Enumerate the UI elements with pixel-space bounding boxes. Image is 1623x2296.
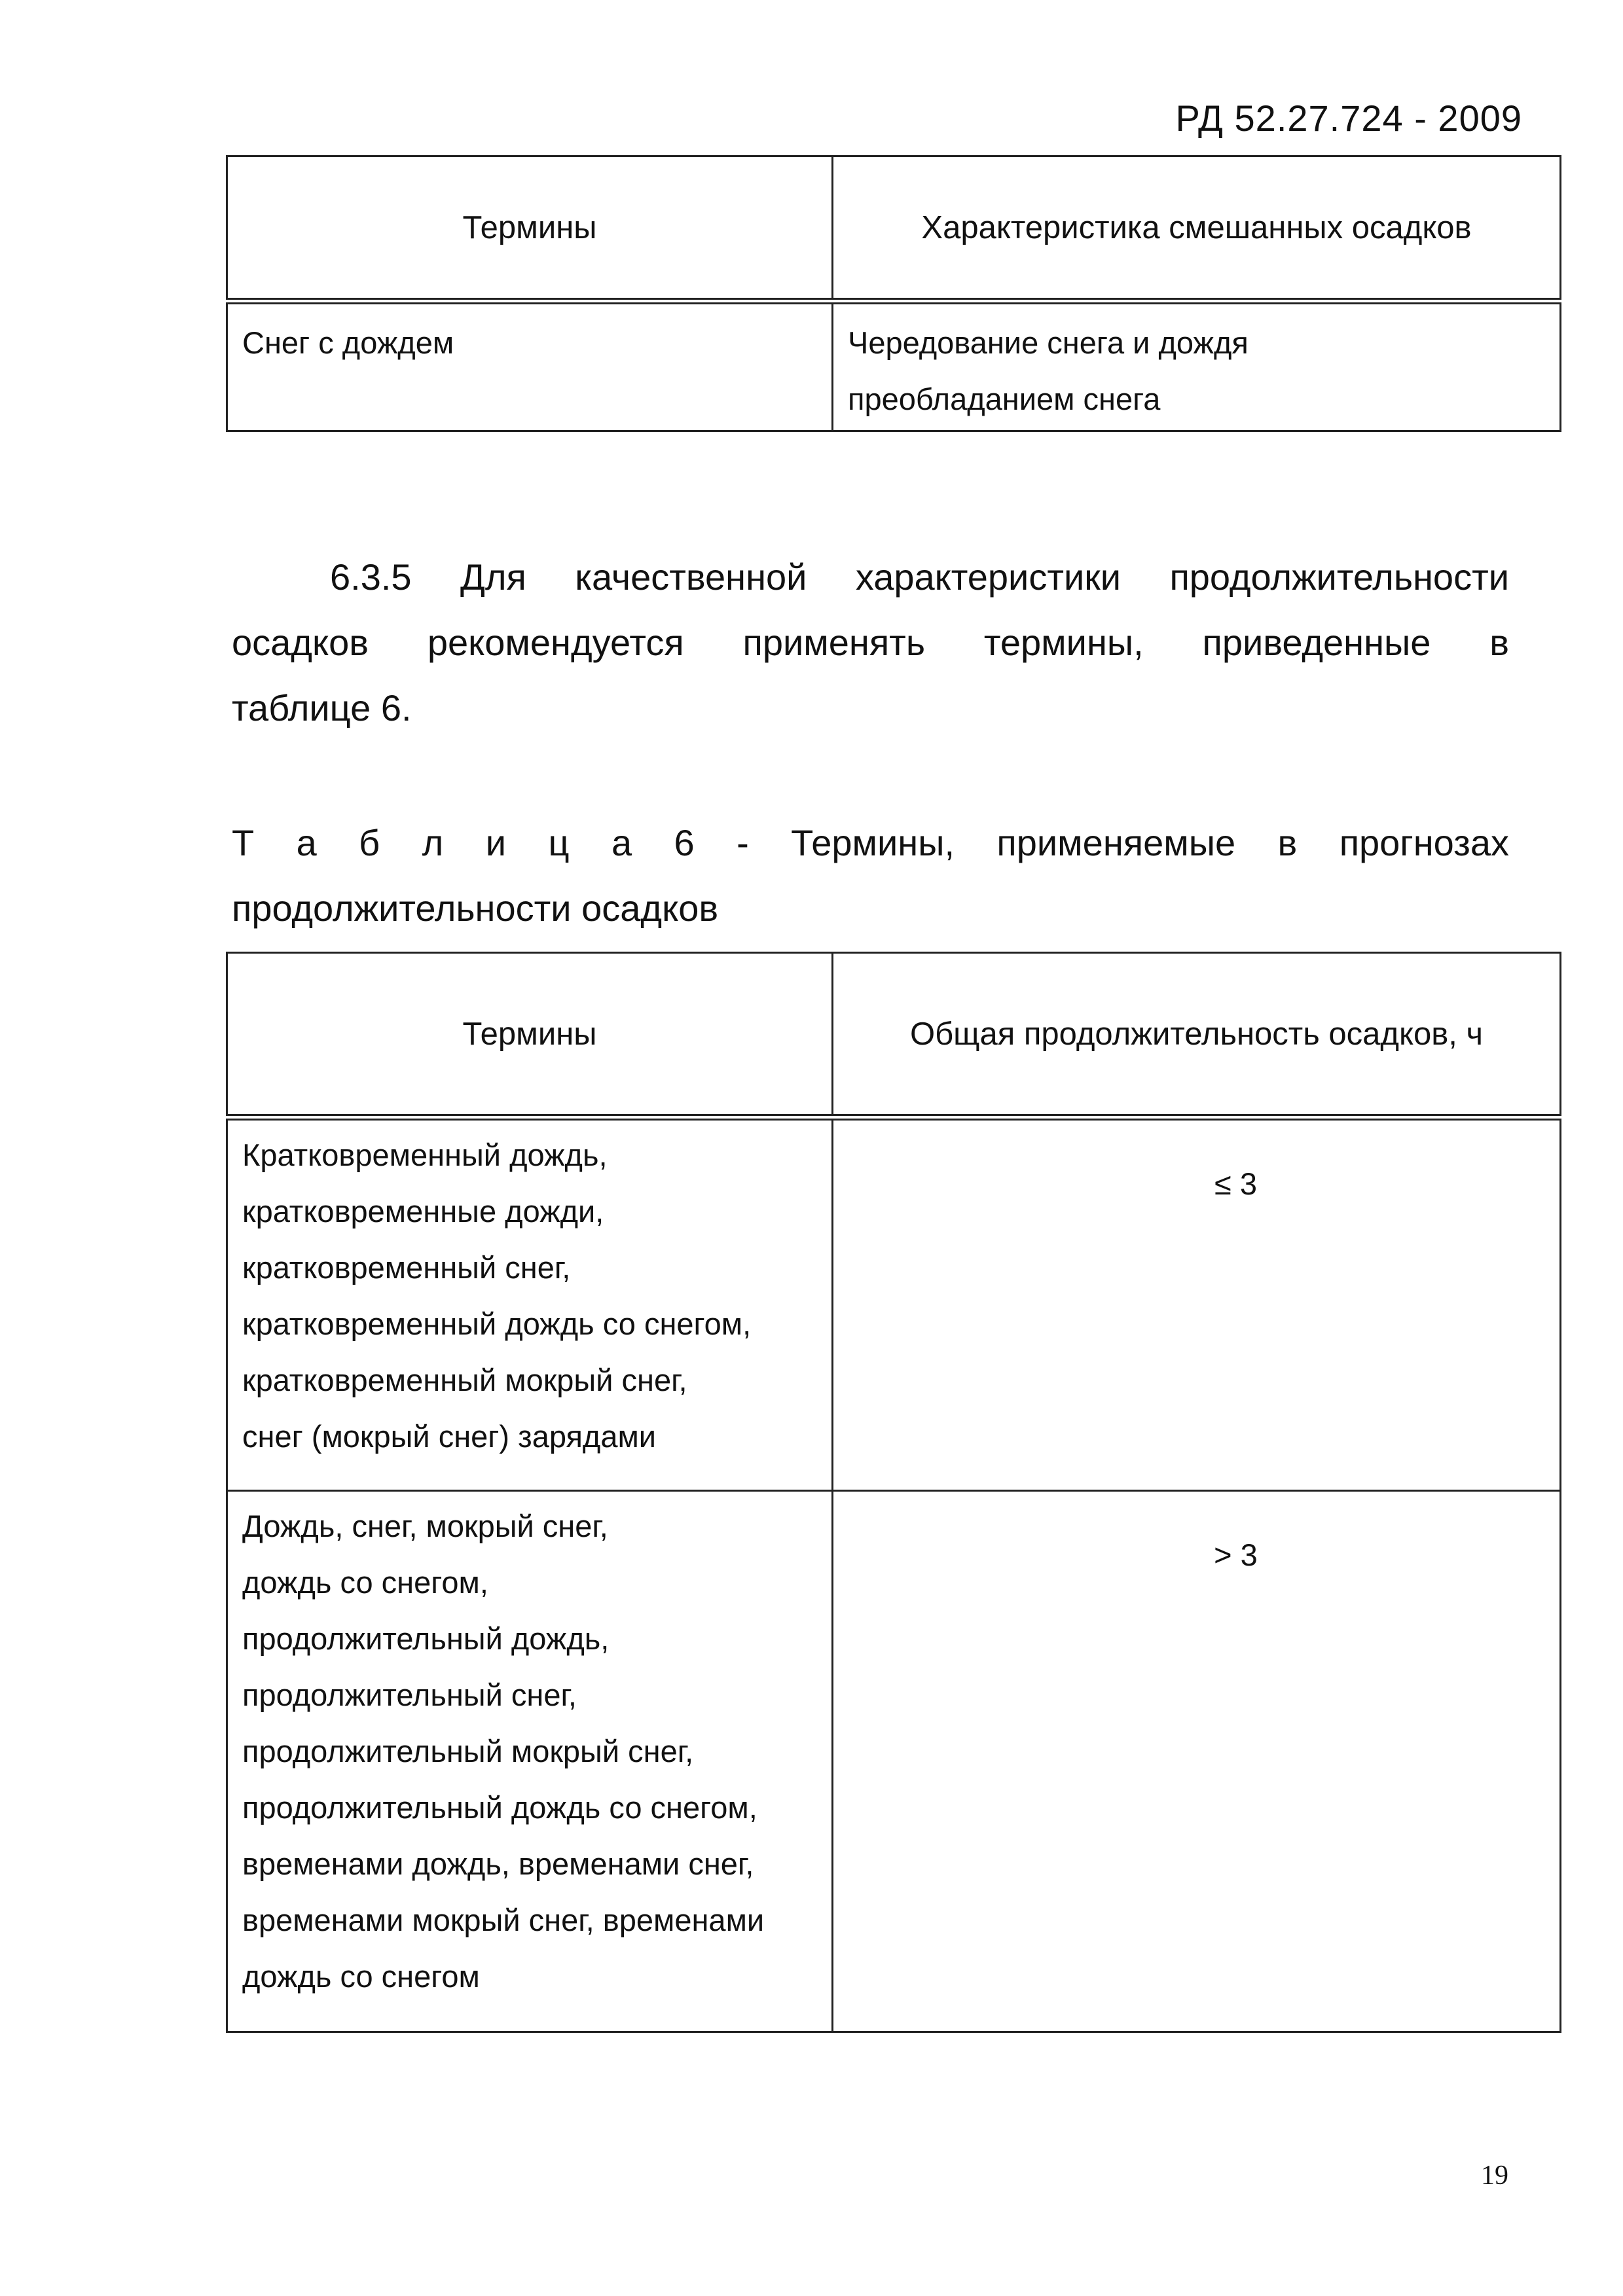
cell-text-line: кратковременный снег,	[242, 1250, 571, 1285]
cell-text-line: временами дождь, временами снег,	[242, 1846, 754, 1881]
document-code: РД 52.27.724 - 2009	[1175, 98, 1522, 139]
caption-line: Т а б л и ц а 6 - Термины, применяемые в прогнозах	[232, 822, 1509, 863]
table-6-caption	[232, 810, 1509, 941]
table-6	[226, 952, 1561, 2033]
cell-text-line: кратковременный мокрый снег,	[242, 1363, 687, 1397]
cell-text-line: Дождь, снег, мокрый снег,	[242, 1509, 608, 1543]
cell-text-line: дождь со снегом,	[242, 1565, 488, 1600]
table-row	[227, 301, 1561, 431]
table-row	[227, 1117, 1561, 1491]
cell-text-line: продолжительный мокрый снег,	[242, 1734, 694, 1768]
table-row	[227, 1491, 1561, 2032]
cell-text-line: Кратковременный дождь,	[242, 1138, 608, 1172]
page-number: 19	[1481, 2161, 1508, 2191]
cell-text-line: дождь со снегом	[242, 1959, 480, 1994]
table-5	[226, 155, 1561, 432]
table-header-row	[227, 156, 1561, 302]
cell-text-line: кратковременный дождь со снегом,	[242, 1306, 752, 1341]
table-header-cell-duration: Общая продолжительность осадков, ч	[833, 953, 1561, 1118]
paragraph-line: 6.3.5 Для качественной характеристики продолжительности	[330, 556, 1509, 598]
table-header-cell-terms: Термины	[227, 156, 833, 302]
cell-text-line: продолжительный дождь со снегом,	[242, 1790, 757, 1825]
table-cell-characteristic	[833, 301, 1561, 431]
cell-text-line: продолжительный снег,	[242, 1677, 577, 1712]
table-cell-terms	[227, 1491, 833, 2032]
duration-value: ≤ 3	[1214, 1166, 1257, 1201]
table-header-cell-characteristic: Характеристика смешанных осадков	[833, 156, 1561, 302]
cell-text-line: снег (мокрый снег) зарядами	[242, 1419, 657, 1454]
table-header-cell-terms: Термины	[227, 953, 833, 1118]
paragraph-line: таблице 6.	[232, 687, 412, 728]
cell-text-line: Снег с дождем	[242, 325, 454, 360]
duration-value: > 3	[1214, 1537, 1258, 1572]
table-cell-term	[227, 301, 833, 431]
paragraph-6-3-5	[232, 545, 1509, 741]
table-cell-duration	[833, 1491, 1561, 2032]
paragraph-line: осадков рекомендуется применять термины, приведенные в	[232, 622, 1509, 663]
cell-text-line: кратковременные дожди,	[242, 1194, 604, 1229]
cell-text-line: преобладанием снега	[848, 382, 1161, 416]
cell-text-line: продолжительный дождь,	[242, 1621, 610, 1656]
table-cell-terms	[227, 1117, 833, 1491]
caption-line: продолжительности осадков	[232, 888, 719, 929]
table-cell-duration	[833, 1117, 1561, 1491]
cell-text-line: временами мокрый снег, временами	[242, 1903, 765, 1937]
cell-text-line: Чередование снега и дождя	[848, 325, 1249, 360]
table-header-row	[227, 953, 1561, 1118]
